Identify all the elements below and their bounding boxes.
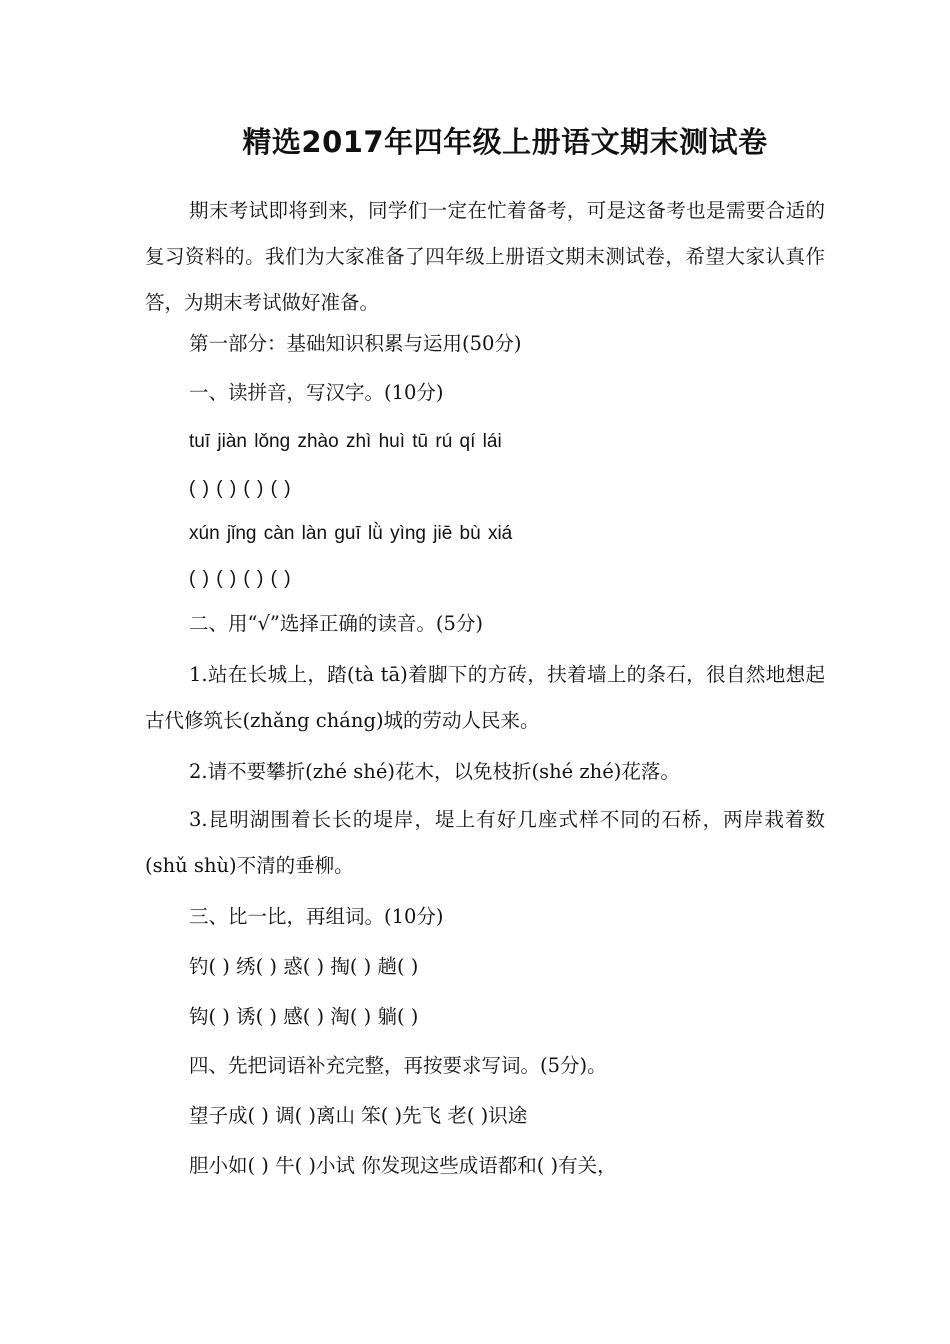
part1-heading: 第一部分：基础知识积累与运用(50分) bbox=[189, 332, 522, 355]
q2-item2: 2.请不要攀折(zhé shé)花木，以免枝折(shé zhé)花落。 bbox=[189, 760, 680, 783]
q2-item3: 3.昆明湖围着长长的堤岸，堤上有好几座式样不同的石桥，两岸栽着数(shǔ shù)不清的垂柳。 bbox=[145, 808, 825, 877]
q4-heading: 四、先把词语补充完整，再按要求写词。(5分)。 bbox=[189, 1054, 607, 1077]
q4-row1: 望子成( ) 调( )离山 笨( )先飞 老( )识途 bbox=[189, 1104, 528, 1127]
q3-row1: 钓( ) 绣( ) 惑( ) 掏( ) 趟( ) bbox=[189, 955, 419, 978]
intro-paragraph: 期末考试即将到来，同学们一定在忙着备考，可是这备考也是需要合适的复习资料的。我们为大家准备了四年级上册语文期末测试卷，希望大家认真作答，为期末考试做好准备。 bbox=[145, 199, 825, 314]
q1-blanks-row1: ( ) ( ) ( ) ( ) bbox=[189, 478, 291, 499]
q2-item1: 1.站在长城上，踏(tà tā)着脚下的方砖，扶着墙上的条石，很自然地想起古代修筑长(zhǎng cháng)城的劳动人民来。 bbox=[145, 663, 825, 732]
q1-pinyin-row2: xún jǐng càn làn guī lǜ yìng jiē bù xiá bbox=[189, 523, 513, 544]
q4-row2: 胆小如( ) 牛( )小试 你发现这些成语都和( )有关， bbox=[189, 1154, 617, 1177]
q1-blanks-row2: ( ) ( ) ( ) ( ) bbox=[189, 568, 291, 589]
q3-row2: 钩( ) 诱( ) 感( ) 淘( ) 躺( ) bbox=[189, 1005, 419, 1028]
q1-pinyin-row1: tuī jiàn lǒng zhào zhì huì tū rú qí lái bbox=[189, 431, 502, 452]
q3-heading: 三、比一比，再组词。(10分) bbox=[189, 905, 444, 928]
q1-heading: 一、读拼音，写汉字。(10分) bbox=[189, 381, 444, 404]
q2-heading: 二、用“√”选择正确的读音。(5分) bbox=[189, 612, 483, 635]
document-title: 精选2017年四年级上册语文期末测试卷 bbox=[242, 125, 768, 159]
